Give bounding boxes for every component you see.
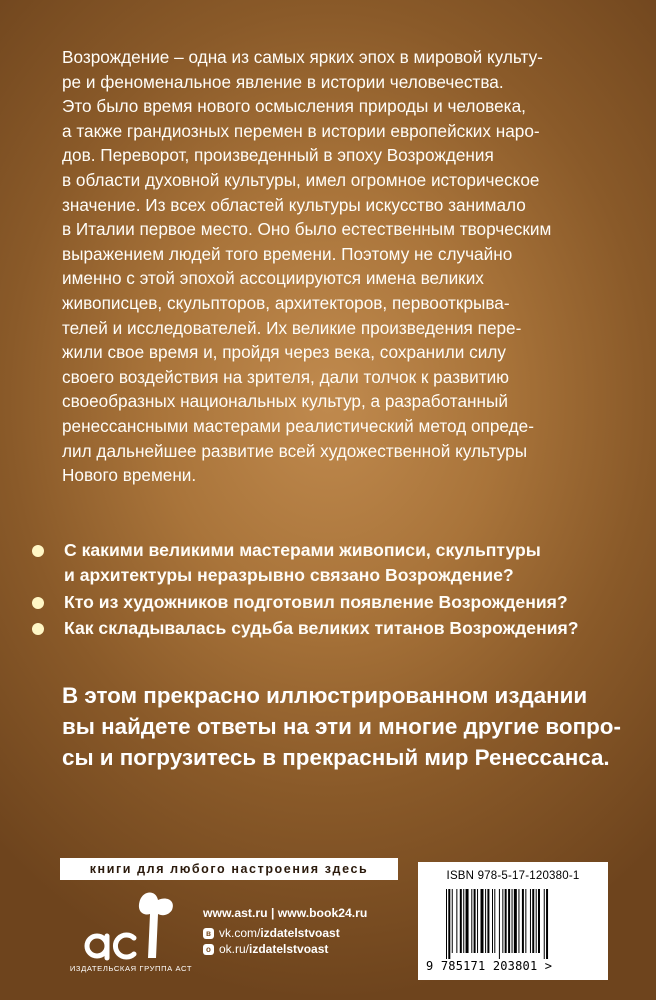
vk-handle: izdatelstvoast <box>260 926 340 940</box>
vk-link[interactable] <box>203 926 403 940</box>
tagline <box>62 680 622 773</box>
intro-line: лил дальнейшее развитие всей художественной культуры <box>62 440 528 461</box>
bullet-dot-icon <box>32 545 44 557</box>
vk-icon: в <box>203 928 214 939</box>
question-line: Кто из художников подготовил появление Возрождения? <box>64 591 568 612</box>
question-item <box>32 538 632 588</box>
question-line: Как складывалась судьба великих титанов Возрождения? <box>64 618 579 639</box>
intro-line: в Италии первое место. Оно было естественным творческим <box>62 219 552 240</box>
vk-prefix: vk.com/ <box>219 926 261 940</box>
isbn-number: ISBN 978-5-17-120380-1 <box>446 870 580 882</box>
question-line: С какими великими мастерами живописи, скульптуры <box>64 540 541 560</box>
intro-line: Возрождение – одна из самых ярких эпох в мировой культу- <box>62 47 543 67</box>
question-text <box>64 538 632 588</box>
intro-line: значение. Из всех областей культуры искусство занимало <box>62 194 526 215</box>
intro-paragraph <box>62 45 602 488</box>
intro-line: а также грандиозных перемен в истории европейских наро- <box>62 120 540 141</box>
tagline-line: В этом прекрасно иллюстрированном издании <box>62 683 588 708</box>
intro-line: живописцев, скульпторов, архитекторов, первооткрыва- <box>62 292 510 313</box>
barcode-icon <box>444 889 594 959</box>
intro-line: своеобразных национальных культур, а разработанный <box>62 391 508 412</box>
intro-line: выражением людей того времени. Поэтому не случайно <box>62 243 513 264</box>
ok-prefix: ok.ru/ <box>219 942 250 956</box>
isbn-barcode-box <box>418 862 608 980</box>
question-line: и архитектуры неразрывно связано Возрождение? <box>64 564 514 585</box>
ok-icon: о <box>203 944 214 955</box>
intro-line: ре и феноменальное явление в истории человечества. <box>62 71 504 92</box>
barcode-digits: 9 785171 203801 > <box>426 959 553 973</box>
bullet-dot-icon <box>32 597 44 609</box>
publisher-caption: ИЗДАТЕЛЬСКАЯ ГРУППА АСТ <box>69 964 193 973</box>
intro-line: именно с этой эпохой ассоциируются имена великих <box>62 268 484 289</box>
intro-line: жили свое время и, пройдя через века, сохранили силу <box>62 342 506 363</box>
website-links[interactable]: www.ast.ru | www.book24.ru <box>203 906 368 920</box>
question-text <box>64 616 632 641</box>
intro-line: ренессансными мастерами реалистический метод опреде- <box>62 415 534 436</box>
ok-handle: izdatelstvoast <box>249 942 329 956</box>
question-list <box>32 538 632 643</box>
intro-line: телей и исследователей. Их великие произведения пере- <box>62 317 522 338</box>
question-item <box>32 616 632 641</box>
intro-line: дов. Переворот, произведенный в эпоху Возрождения <box>62 145 494 166</box>
ok-link[interactable] <box>203 942 403 956</box>
bullet-dot-icon <box>32 623 44 635</box>
tagline-line: вы найдете ответы на эти и многие другие вопро- <box>62 714 621 739</box>
ast-logo-icon <box>82 888 180 964</box>
intro-line: своего воздействия на зрителя, дали толчок к развитию <box>62 366 510 387</box>
intro-line: в области духовной культуры, имел огромное историческое <box>62 169 540 190</box>
tagline-line: сы и погрузитесь в прекрасный мир Ренессанса. <box>62 745 610 770</box>
question-item <box>32 590 632 615</box>
intro-line: Это было время нового осмысления природы и человека, <box>62 96 526 117</box>
publisher-logo <box>66 888 196 980</box>
question-text <box>64 590 632 615</box>
intro-line: Нового времени. <box>62 465 197 486</box>
motto-banner: книги для любого настроения здесь <box>60 858 398 880</box>
contact-block <box>203 906 403 958</box>
